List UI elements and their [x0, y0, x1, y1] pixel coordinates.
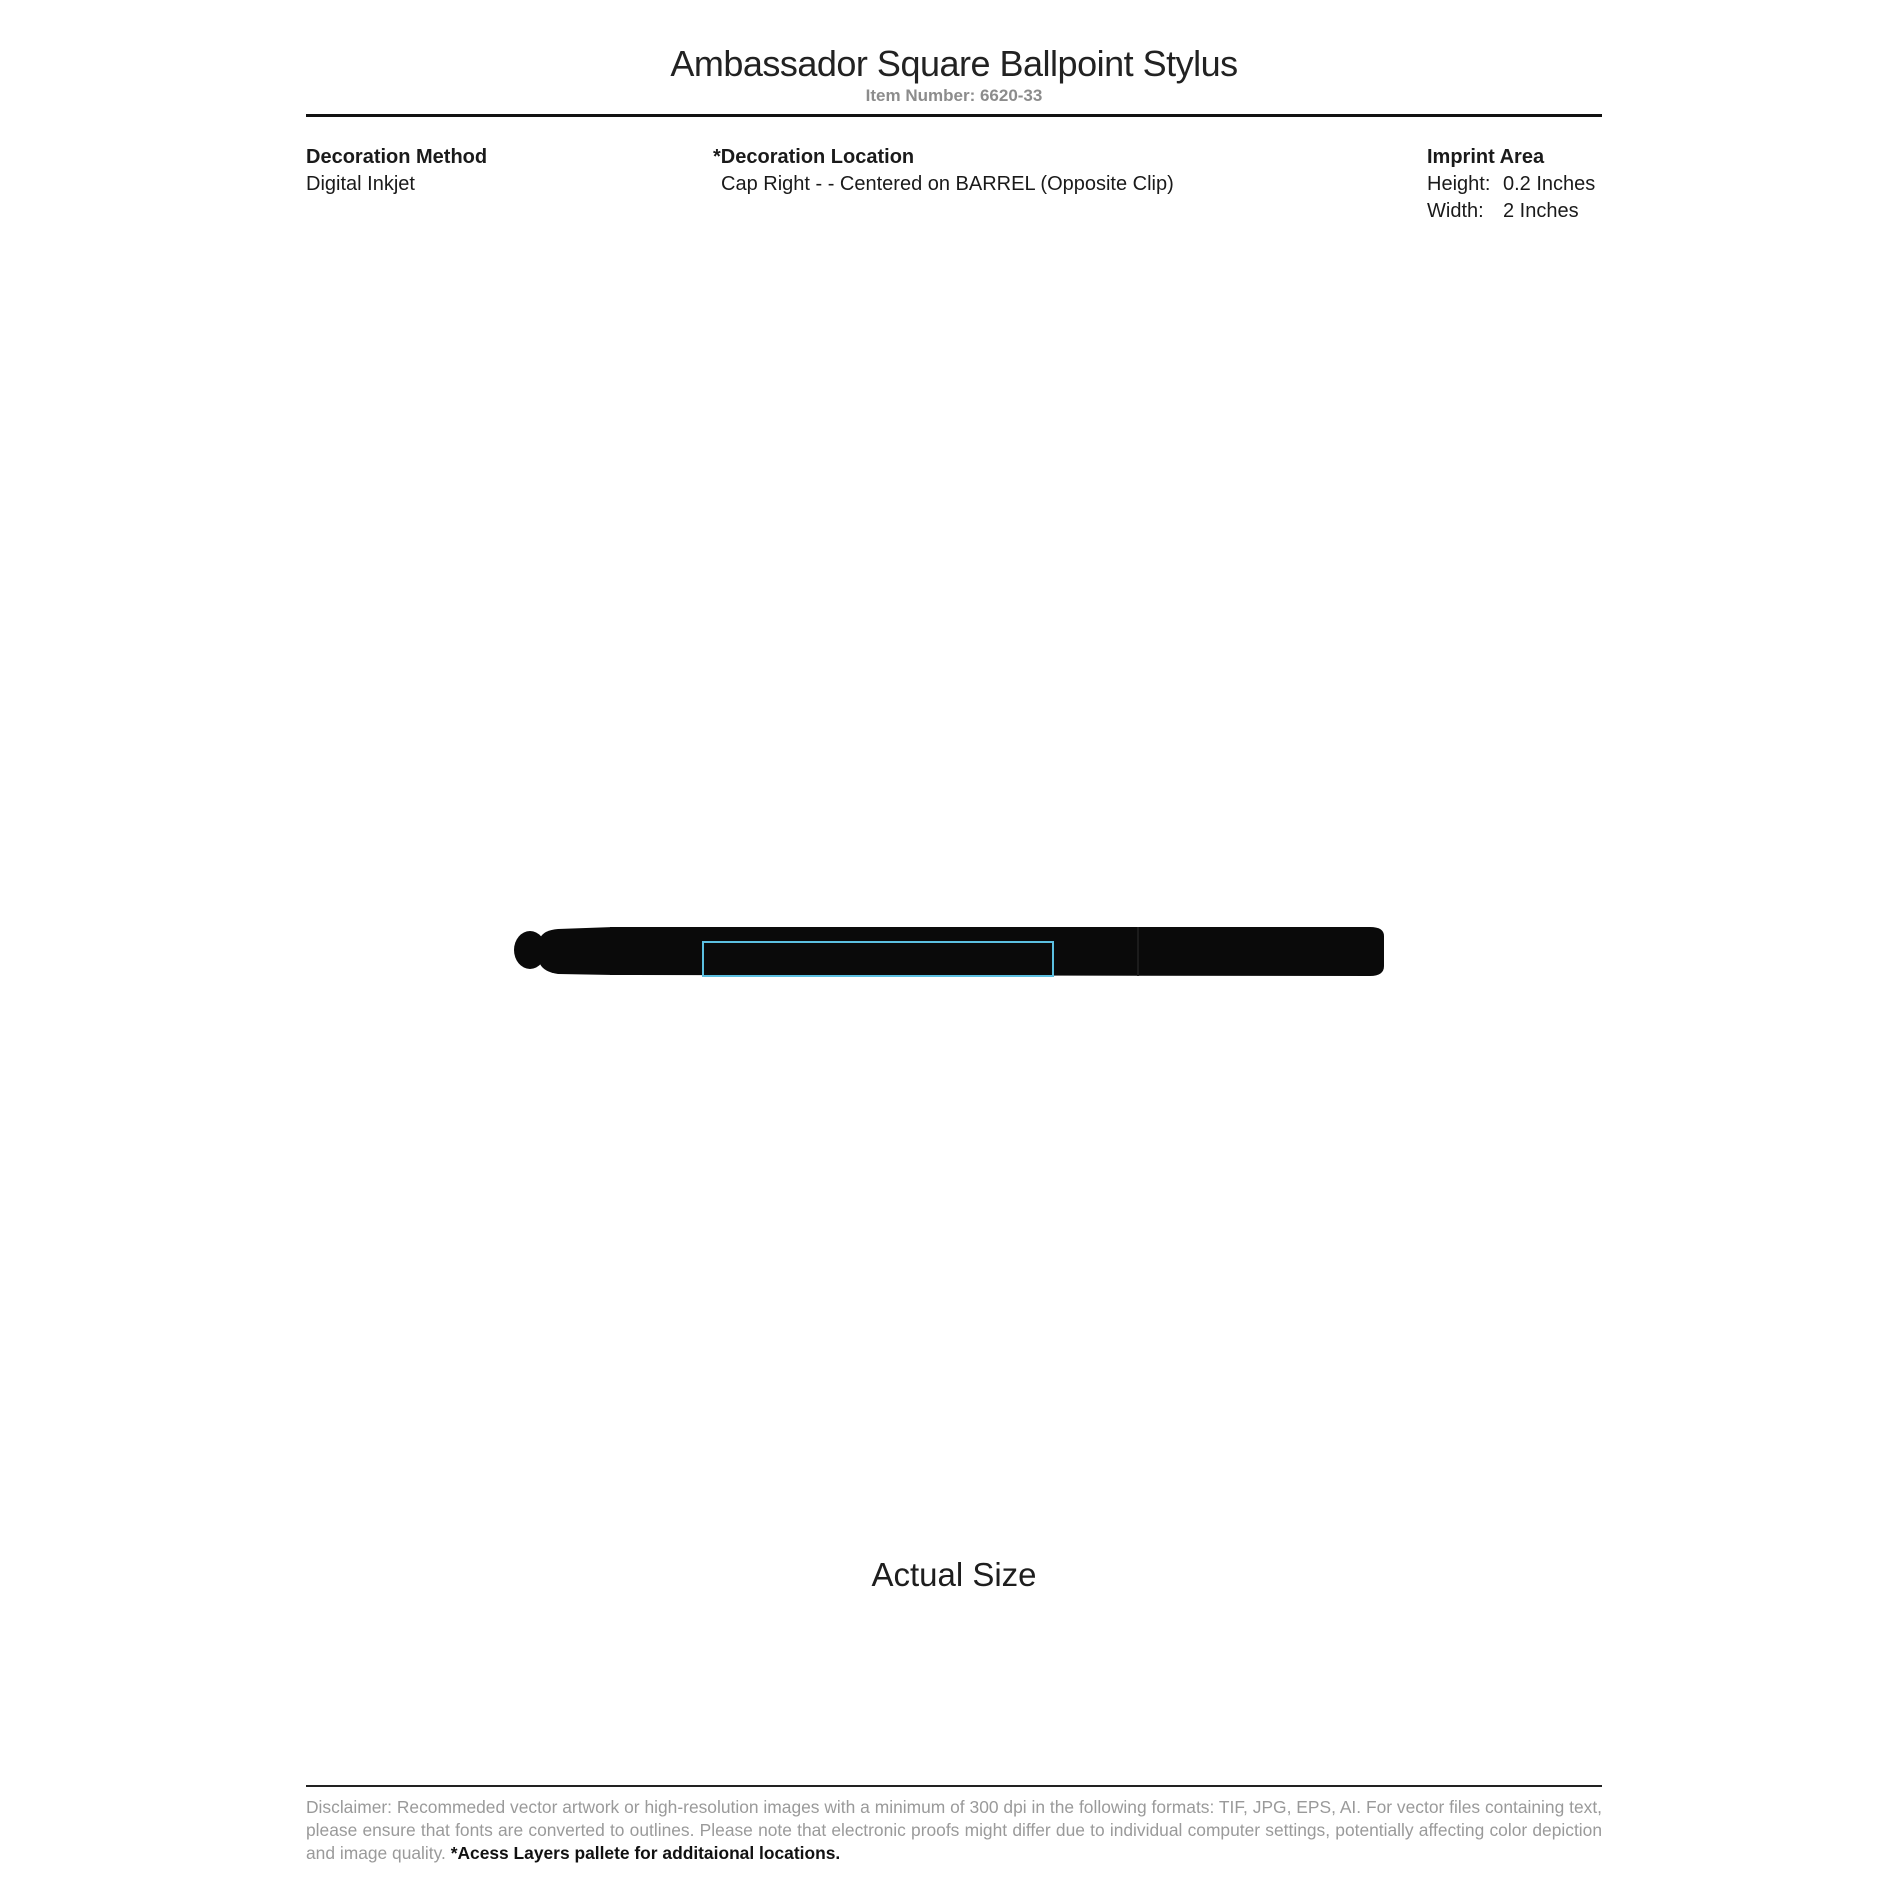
- pen-barrel: [610, 927, 1384, 976]
- imprint-width-value: 2 Inches: [1503, 200, 1579, 222]
- pen-nose: [540, 927, 614, 975]
- decoration-location-section: [713, 144, 1174, 198]
- actual-size-label: Actual Size: [871, 1556, 1037, 1593]
- decoration-method-section: [306, 144, 487, 198]
- disclaimer: [306, 1796, 1602, 1865]
- footer-divider: [306, 1785, 1602, 1787]
- disclaimer-note: *Acess Layers pallete for additaional locations.: [450, 1843, 841, 1863]
- disclaimer-text: Disclaimer: Recommeded vector artwork or high-resolution images with a minimum of 300 dpi in the following formats: TIF, JPG, EPS, AI. For vector files containing text, please ensure that fonts are converted to outlines. Please note that electronic proofs might differ due to individual computer settings, potentially affecting color depiction and image quality.: [306, 1797, 1602, 1863]
- decoration-location-value: Cap Right - - Centered on BARREL (Opposite Clip): [721, 173, 1174, 195]
- pen-stylus-icon: [510, 912, 1390, 988]
- imprint-width-row: [1427, 198, 1595, 225]
- imprint-width-label: Width:: [1427, 200, 1484, 222]
- page-title: Ambassador Square Ballpoint Stylus: [670, 43, 1238, 84]
- imprint-height-row: [1427, 171, 1595, 198]
- imprint-area-section: [1427, 144, 1595, 225]
- item-number: Item Number: 6620-33: [865, 86, 1043, 105]
- header-divider: [306, 114, 1602, 117]
- decoration-location-label: *Decoration Location: [713, 146, 915, 168]
- header: [306, 42, 1602, 106]
- imprint-height-label: Height:: [1427, 173, 1491, 195]
- decoration-method-value: Digital Inkjet: [306, 173, 415, 195]
- decoration-method-label: Decoration Method: [306, 146, 488, 168]
- imprint-height-value: 0.2 Inches: [1503, 173, 1596, 195]
- imprint-area-label: Imprint Area: [1427, 146, 1545, 168]
